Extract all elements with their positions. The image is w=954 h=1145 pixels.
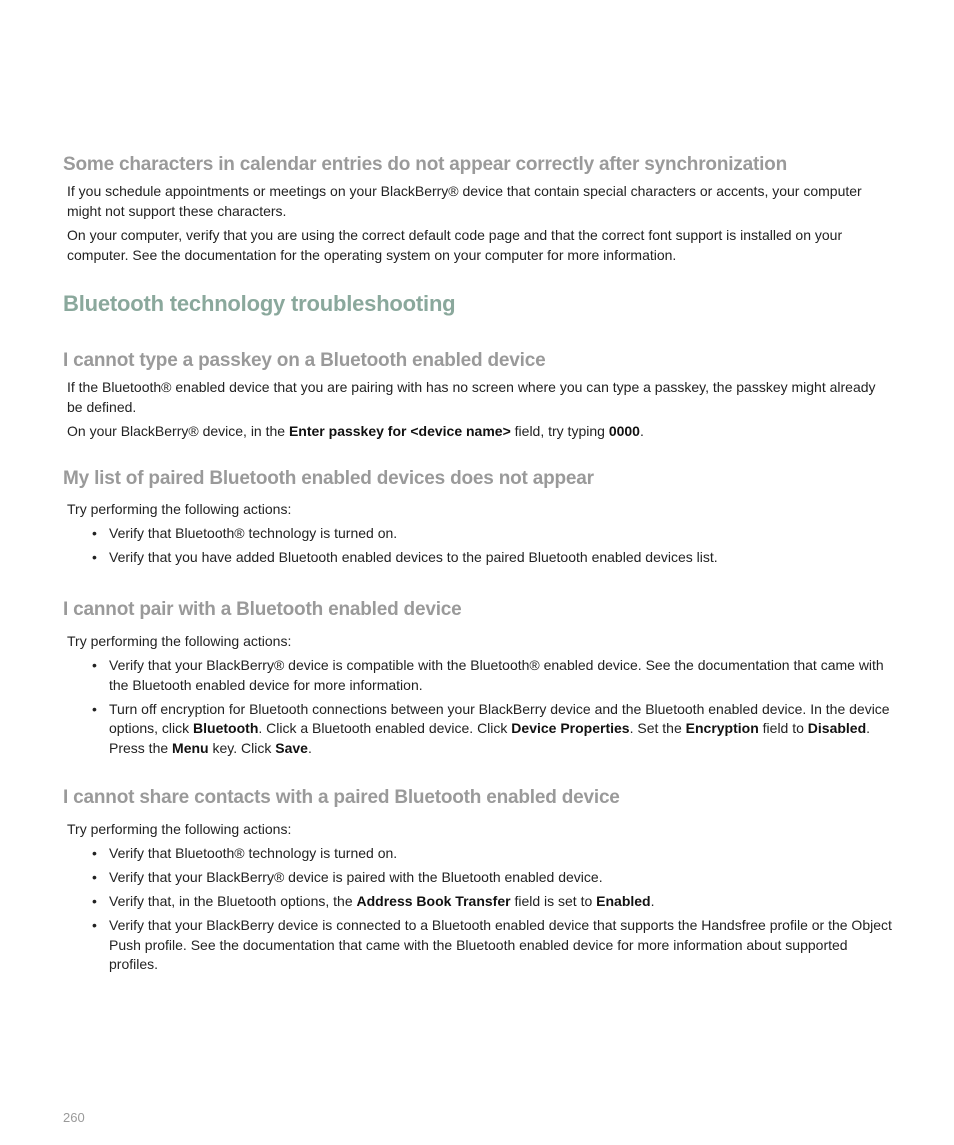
- bullet-list: [92, 844, 894, 979]
- list-item: [92, 548, 894, 568]
- paragraph: On your computer, verify that you are using the correct default code page and that the correct font support is installed on your computer. See the documentation for the operating system on your computer for more information.: [67, 227, 843, 263]
- list-item: [92, 656, 894, 695]
- text: Verify that Bluetooth® technology is turned on.: [109, 845, 398, 861]
- ui-label: Encryption: [685, 720, 759, 736]
- section-heading-paired-list: My list of paired Bluetooth enabled devices does not appear: [63, 468, 594, 489]
- section-heading-calendar: Some characters in calendar entries do not appear correctly after synchronization: [63, 154, 787, 175]
- section-heading-pair: I cannot pair with a Bluetooth enabled device: [63, 599, 462, 620]
- list-item: [92, 524, 894, 544]
- list-item: [92, 916, 894, 975]
- bullet-marker: •: [92, 700, 97, 717]
- bullet-marker: •: [92, 549, 97, 565]
- section-heading-passkey: I cannot type a passkey on a Bluetooth enabled device: [63, 350, 546, 371]
- list-item: [92, 844, 894, 864]
- ui-label: Bluetooth: [193, 720, 259, 736]
- ui-label: Disabled: [807, 720, 867, 736]
- chapter-title: Bluetooth technology troubleshooting: [63, 291, 456, 316]
- ui-label: Enter passkey for <device name>: [288, 423, 511, 439]
- text: field is set to: [510, 893, 597, 909]
- text: .: [307, 739, 312, 756]
- text: On your BlackBerry® device, in the: [67, 423, 289, 439]
- text: Turn off encryption for Bluetooth connections between your BlackBerry device and the Bluetooth enabled device. In the device options, click: [109, 700, 890, 736]
- bullet-marker: •: [92, 845, 97, 861]
- list-item: [92, 700, 894, 759]
- text: . Click a Bluetooth enabled device. Click: [258, 720, 512, 736]
- list-item: [92, 892, 894, 912]
- text: Verify that Bluetooth® technology is turned on.: [109, 525, 398, 541]
- ui-label: Device Properties: [511, 720, 630, 736]
- bullet-marker: •: [92, 657, 97, 673]
- bullet-marker: •: [92, 893, 97, 909]
- text: Verify that your BlackBerry® device is paired with the Bluetooth enabled device.: [109, 869, 603, 885]
- bullet-list: [92, 524, 894, 572]
- text: field to: [758, 720, 808, 736]
- paragraph: If you schedule appointments or meetings on your BlackBerry® device that contain special characters or accents, your computer might not support these characters.: [67, 183, 862, 219]
- ui-label: Menu: [172, 739, 209, 756]
- text: Verify that, in the Bluetooth options, the: [109, 893, 357, 909]
- ui-label: Address Book Transfer: [356, 893, 511, 909]
- paragraph: [67, 422, 893, 442]
- bullet-marker: •: [92, 525, 97, 541]
- text: field, try typing: [510, 423, 609, 439]
- page-number: 260: [63, 1110, 85, 1125]
- text: Verify that your BlackBerry® device is compatible with the Bluetooth® enabled device. See the documentation that came with the Bluetooth enabled device for more information.: [109, 657, 884, 693]
- bullet-marker: •: [92, 869, 97, 885]
- list-item: [92, 868, 894, 888]
- text: .: [639, 423, 644, 439]
- paragraph: Try performing the following actions:: [67, 821, 292, 837]
- bullet-list: [92, 656, 894, 763]
- text: . Set the: [629, 720, 686, 736]
- paragraph: Try performing the following actions:: [67, 501, 292, 517]
- ui-value: Enabled: [596, 893, 651, 909]
- paragraph: Try performing the following actions:: [67, 633, 292, 649]
- text: Verify that you have added Bluetooth enabled devices to the paired Bluetooth enabled devices list.: [109, 549, 718, 565]
- bullet-marker: •: [92, 917, 97, 933]
- section-heading-share: I cannot share contacts with a paired Bluetooth enabled device: [63, 787, 620, 808]
- ui-label: Save: [275, 739, 308, 756]
- ui-value: 0000: [608, 423, 640, 439]
- text: Verify that your BlackBerry device is connected to a Bluetooth enabled device that supports the Handsfree profile or the Object Push profile. See the documentation that came with the Bluetooth enabled device for more information about supported profiles.: [109, 917, 892, 972]
- paragraph: If the Bluetooth® enabled device that you are pairing with has no screen where you can type a passkey, the passkey might already be defined.: [67, 379, 876, 415]
- text: key. Click: [208, 739, 276, 756]
- text: . Press the: [109, 720, 871, 756]
- text: .: [650, 893, 655, 909]
